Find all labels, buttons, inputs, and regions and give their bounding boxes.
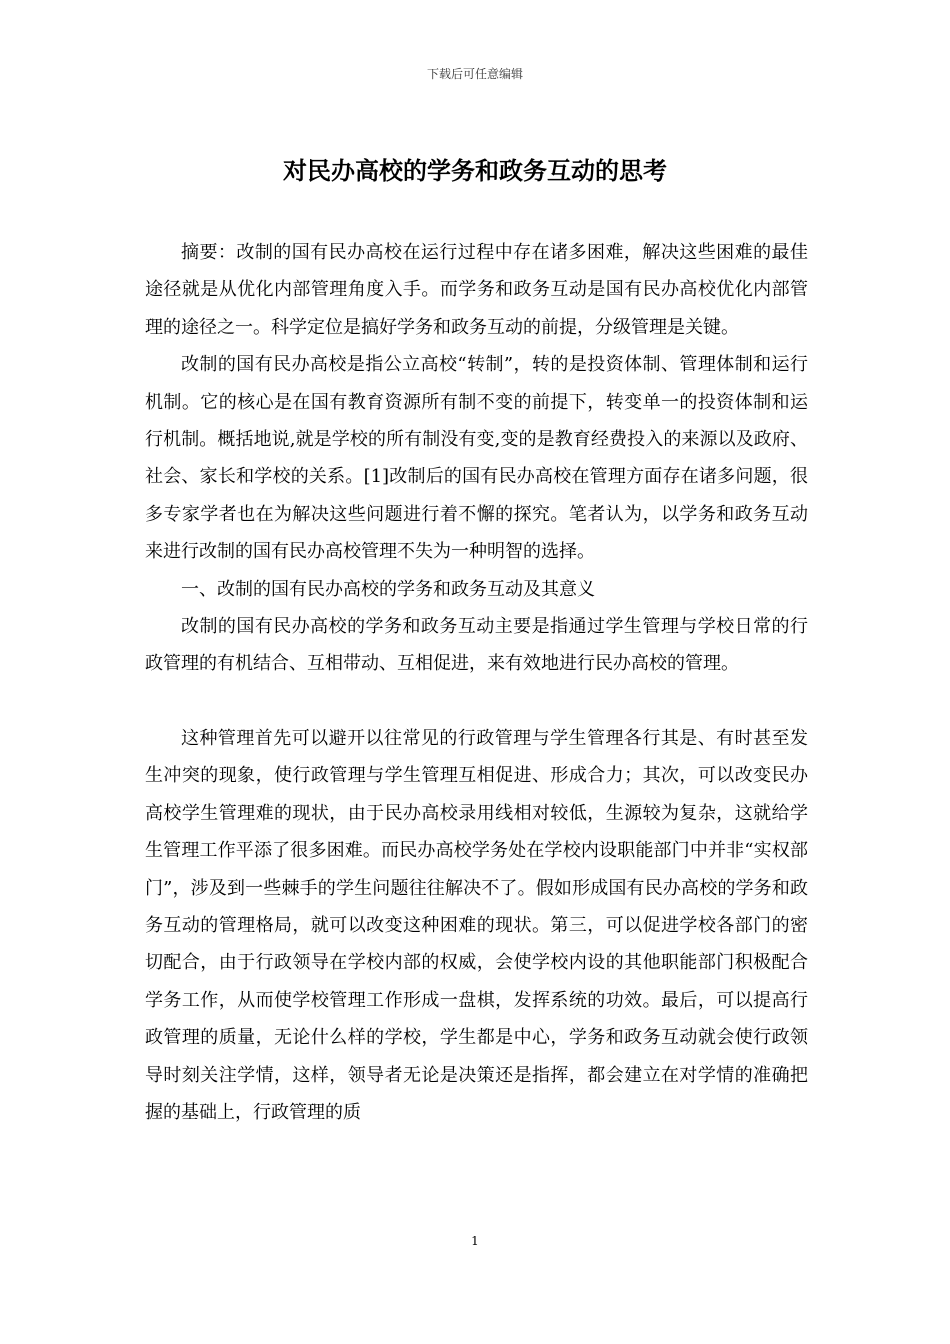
body-paragraph: 改制的国有民办高校的学务和政务互动主要是指通过学生管理与学校日常的行政管理的有机结合、互相带动、互相促进，来有效地进行民办高校的管理。 [145, 616, 808, 675]
document-title: 对民办高校的学务和政务互动的思考 [283, 156, 667, 185]
header-note: 下载后可任意编辑 [426, 67, 523, 81]
page-number: 1 [471, 1234, 479, 1248]
abstract-paragraph: 摘要：改制的国有民办高校在运行过程中存在诸多困难，解决这些困难的最佳途径就是从优化内部管理角度入手。而学务和政务互动是国有民办高校优化内部管理的途径之一。科学定位是搞好学务和政务互动的前提，分级管理是关键。 [145, 242, 808, 338]
document-body [145, 234, 808, 1131]
section-heading: 一、改制的国有民办高校的学务和政务互动及其意义 [181, 578, 595, 600]
body-paragraph: 改制的国有民办高校是指公立高校“转制”，转的是投资体制、管理体制和运行机制。它的核心是在国有教育资源所有制不变的前提下，转变单一的投资体制和运行机制。概括地说,就是学校的所有制没有变,变的是教育经费投入的来源以及政府、社会、家长和学校的关系。[1]改制后的国有民办高校在管理方面存在诸多问题，很多专家学者也在为解决这些问题进行着不懈的探究。笔者认为，以学务和政务互动来进行改制的国有民办高校管理不失为一种明智的选择。 [145, 354, 808, 563]
body-paragraph: 这种管理首先可以避开以往常见的行政管理与学生管理各行其是、有时甚至发生冲突的现象，使行政管理与学生管理互相促进、形成合力；其次，可以改变民办高校学生管理难的现状，由于民办高校录用线相对较低，生源较为复杂，这就给学生管理工作平添了很多困难。而民办高校学务处在学校内设职能部门中并非“实权部门”，涉及到一些棘手的学生问题往往解决不了。假如形成国有民办高校的学务和政务互动的管理格局，就可以改变这种困难的现状。第三，可以促进学校各部门的密切配合，由于行政领导在学校内部的权威，会使学校内设的其他职能部门积极配合学务工作，从而使学校管理工作形成一盘棋，发挥系统的功效。最后，可以提高行政管理的质量，无论什么样的学校，学生都是中心，学务和政务互动就会使行政领导时刻关注学情，这样，领导者无论是决策还是指挥，都会建立在对学情的准确把握的基础上，行政管理的质 [145, 727, 808, 1123]
